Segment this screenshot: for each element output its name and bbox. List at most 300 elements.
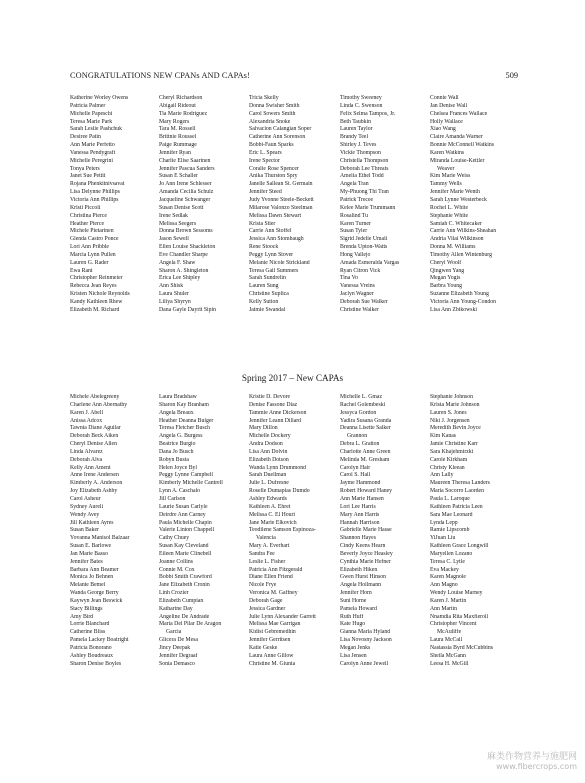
name-entry: Susan E Schaller <box>159 173 198 180</box>
name-entry: Melissa Seegers <box>159 220 197 227</box>
name-entry: Rachel Golembeski <box>340 401 386 408</box>
name-entry: Cathy Chuey <box>159 535 190 542</box>
name-entry: Sonia Demasco <box>159 660 195 667</box>
name-entry: Jennifer Bates <box>70 558 103 565</box>
name-entry: Jennifer Marie Wenth <box>430 189 480 196</box>
name-entry: Qingwen Yang <box>430 267 465 274</box>
name-entry: Ann Lally <box>430 472 454 479</box>
name-entry: Megan Jenks <box>340 645 371 651</box>
name-entry: Ryan Citron Vick <box>340 267 381 274</box>
name-entry: Carole Kirkham <box>430 456 468 463</box>
name-entry: Yadira Susana Granda <box>340 417 392 424</box>
name-entry: Felix Selma Tampos, Jr. <box>340 110 396 117</box>
name-entry: Deanna Lisette Salker <box>340 425 391 432</box>
name-entry: Wendy Louise Marney <box>430 590 483 597</box>
name-entry: Grannon <box>347 433 368 440</box>
name-entry: Sarah Duellman <box>249 472 287 479</box>
name-entry: Jan Marie Basso <box>70 550 109 557</box>
name-entry: Jayme Hammond <box>340 480 381 487</box>
name-entry: Christine Suplica <box>249 291 289 298</box>
name-entry: Susan Baker <box>70 527 99 534</box>
name-entry: Kathleen A. Ehret <box>249 503 291 510</box>
name-entry: Barbra Young <box>430 283 462 290</box>
name-entry: Lisa Ann Zbikowski <box>430 306 477 313</box>
name-entry: Victoria Ann Young-Condon <box>430 298 496 305</box>
name-entry: Teresa Fletcher Busch <box>159 425 211 432</box>
name-column <box>70 394 159 669</box>
watermark-text: 麻类作物营养与施肥网 <box>486 752 577 762</box>
name-entry: Judy Yvonne Steele-Beckett <box>249 196 314 203</box>
name-entry: Carol S. Hall <box>340 472 371 479</box>
name-entry: Jaimie Swandal <box>249 306 286 313</box>
name-entry: Charlotte Anne Green <box>340 448 391 455</box>
name-entry: Elizabeth M. Richard <box>70 306 120 313</box>
name-entry: Nicole Frye <box>249 582 277 589</box>
name-entry: Melissa Dawn Stewart <box>249 212 302 219</box>
name-entry: Jennifer Degraaf <box>159 652 198 659</box>
name-entry: Kelly Ann Ament <box>70 464 111 471</box>
name-entry: Mary Dillon <box>249 425 278 432</box>
name-entry: Patricia Ann Fitzgerald <box>249 566 303 573</box>
name-entry: Deborah Sue Walker <box>340 298 388 305</box>
name-entry: Teresa C. Lytle <box>430 558 465 565</box>
name-entry: Veronica M. Gaffney <box>249 590 298 597</box>
name-column <box>159 394 249 669</box>
name-entry: Brandy Teel <box>340 134 369 141</box>
name-entry: Coralie Rose Spencer <box>249 165 299 172</box>
name-entry: Julie L. Dufresne <box>249 480 289 487</box>
name-entry: Jessica Ann Stombaugh <box>249 236 304 243</box>
name-entry: Shannon Hayes <box>340 535 376 542</box>
name-column <box>430 394 528 669</box>
name-entry: Jessica Gardner <box>249 605 286 612</box>
name-entry: Krista Marie Johnson <box>430 401 480 408</box>
name-entry: Sara Mae Leonard <box>430 511 473 518</box>
name-entry: Donna Swisher Smith <box>249 102 300 109</box>
name-entry: Irene Spector <box>249 157 280 164</box>
name-entry: Ashley Edwards <box>249 495 287 502</box>
name-entry: Charlie Elise Saarinen <box>159 157 211 164</box>
name-entry: Jason Sewell <box>159 236 189 243</box>
name-entry: Wanda Lynn Drummond <box>249 464 307 471</box>
name-entry: Lori Ann Pribble <box>70 244 109 251</box>
name-entry: Elizabeth Hiken <box>340 566 378 573</box>
name-entry: Roselle Dumapias Dumdo <box>249 488 310 495</box>
watermark <box>487 752 577 772</box>
name-entry: Sarah Leslie Pashchuk <box>70 126 123 133</box>
name-entry: Lauren Taylor <box>340 126 373 133</box>
name-entry: Niki J. Jorgensen <box>430 417 470 424</box>
name-entry: Kristen Nichole Reynolds <box>70 291 130 298</box>
name-entry: Vickie Thompson <box>340 149 381 156</box>
name-entry: Laurie Susan Carlyle <box>159 503 208 510</box>
name-entry: Kandy Kathleen Rhew <box>70 298 123 305</box>
name-entry: Leesa H. McGill <box>430 660 469 667</box>
name-entry: Carolyn Anne Jewell <box>340 660 389 667</box>
name-entry: Tia Marie Rodriguez <box>159 110 208 117</box>
name-entry: Erica Lee Shipley <box>159 275 201 282</box>
name-entry: Ashley Boudreaux <box>70 652 113 659</box>
name-entry: Rosalind Tu <box>340 212 368 219</box>
name-entry: Barbara Ann Beamer <box>70 566 119 573</box>
name-entry: Teresa Marie Park <box>70 118 113 125</box>
page-number: 509 <box>505 71 518 80</box>
name-entry: Gabrielle Marie Hasse <box>340 527 392 534</box>
name-column <box>159 95 249 315</box>
name-entry: Lisa Ann Dolvin <box>249 448 288 455</box>
name-entry: Susan E. Barlowe <box>70 543 112 550</box>
name-entry: Mary Ann Harris <box>340 511 380 518</box>
name-entry: Tara M. Rossell <box>159 126 196 133</box>
name-entry: Jacqueline Schwanger <box>159 196 211 203</box>
name-entry: Diane Ellen Friend <box>249 574 293 581</box>
name-entry: Eileen Marie Clinebell <box>159 550 212 557</box>
name-entry: Peggy Lynn Stover <box>249 251 294 258</box>
name-entry: Heather Deanna Bulger <box>159 417 214 424</box>
name-entry: Christopher Vincent <box>430 621 477 628</box>
name-entry: Kathleen Patricia Leen <box>430 503 483 510</box>
name-entry: Deborah Lee Threats <box>340 165 389 172</box>
name-entry: Patricia Bonorano <box>70 645 112 651</box>
name-entry: My-Phuong Thi Tran <box>340 189 389 196</box>
name-entry: Amanda Cecilia Schulz <box>159 189 214 196</box>
name-entry: Deborah Beck Aiken <box>70 433 119 440</box>
name-entry: Cheryl Richardson <box>159 95 203 101</box>
name-entry: Meredith Bevin Joyce <box>430 425 481 432</box>
name-entry: Ann Shisk <box>159 283 184 290</box>
name-entry: Timothy Allen Wintenburg <box>430 251 492 258</box>
name-entry: Timothy Sweeney <box>340 95 382 101</box>
name-entry: Tina Vo <box>340 275 358 282</box>
name-entry: Tawnia Diane Aguilar <box>70 425 121 432</box>
name-entry: Jane Marie Elkovich <box>249 519 297 526</box>
name-column <box>340 394 430 669</box>
name-entry: Jaclyn Wagner <box>340 291 374 298</box>
name-entry: Angela Tran <box>340 181 369 188</box>
name-entry: Sigrid Jedelie Umali <box>340 236 388 243</box>
name-entry: Nnamdia Rita Maxfieroll <box>430 613 489 620</box>
name-entry: Samiah C. Whitecaker <box>430 220 482 227</box>
name-entry: Sheila McGann <box>430 652 466 659</box>
name-entry: Ann Marie Perfetto <box>70 142 115 149</box>
name-entry: Lori Lee Harris <box>340 503 376 510</box>
name-entry: Brittnie Roussel <box>159 134 197 141</box>
name-entry: Claire Amanda Warner <box>430 134 483 141</box>
name-entry: Janet Sue Pettit <box>70 173 106 180</box>
name-column <box>70 95 159 315</box>
name-entry: Jamie Christine Karr <box>430 441 478 448</box>
name-entry: Amy Bird <box>70 613 94 620</box>
name-entry: Jo Ann Irene Schlesser <box>159 181 212 188</box>
name-entry: Suni Horne <box>340 597 367 604</box>
name-entry: Yovanna Manisol Balzaar <box>70 535 130 542</box>
name-entry: Jane Elizabeth Cronin <box>159 582 210 589</box>
name-entry: Kathleen Grace Longwill <box>430 543 489 550</box>
name-entry: Michelle Papeschi <box>70 110 113 117</box>
name-entry: Donna Brown Sessoms <box>159 228 213 235</box>
name-entry: Deborah Gage <box>249 597 283 604</box>
watermark-url: www.fibercrops.com <box>496 762 577 771</box>
name-entry: Kimberly A. Anderson <box>70 480 123 487</box>
name-entry: Bobbi-Faun Sparks <box>249 142 294 149</box>
name-entry: Victoria Ann Phillips <box>70 196 119 203</box>
name-entry: Jennifer Horn <box>340 590 372 597</box>
name-entry: Desiree Patin <box>70 134 101 141</box>
name-entry: Lauren G. Rader <box>70 259 109 266</box>
name-entry: Shirley J. Teves <box>340 142 377 149</box>
name-entry: Donna M. Williams <box>430 244 476 251</box>
name-entry: Kaywyn Jean Beswick <box>70 597 123 604</box>
name-entry: Irene Sedlak <box>159 212 188 219</box>
name-entry: Mary A. Everhart <box>249 543 290 550</box>
name-entry: Beth Taubkin <box>340 118 371 125</box>
name-entry: Andra Dodson <box>249 441 283 448</box>
name-entry: YiJuan Liu <box>430 535 456 542</box>
name-entry: Vanessa Pendygraft <box>70 149 116 156</box>
name-entry: Glicera De Mesa <box>159 637 198 644</box>
name-entry: Andria Vilai Wilkinson <box>430 236 484 243</box>
name-entry: Lisa Jensen <box>340 652 367 659</box>
name-entry: Ruth Huff <box>340 613 364 620</box>
name-entry: Stephanie Johnson <box>430 394 473 400</box>
name-entry: Wanda George Berry <box>70 590 119 597</box>
name-entry: Teresa Gail Summers <box>249 267 299 274</box>
name-entry: Jill Carlson <box>159 495 186 502</box>
name-entry: Lynda Lepp <box>430 519 458 526</box>
name-entry: Rene Stoock <box>249 244 279 251</box>
section-title-spring-2017: Spring 2017 – New CAPAs <box>241 373 344 383</box>
name-entry: Gwen Hurst Hinson <box>340 574 386 581</box>
name-entry: Eric L. Spears <box>249 149 282 156</box>
name-entry: Sandra Fee <box>249 550 275 557</box>
name-entry: Rochel L. White <box>430 204 469 211</box>
name-entry: Kim Marie Weiss <box>430 173 471 180</box>
name-entry: Michele Pietarinen <box>70 228 114 235</box>
name-entry: Robert Howard Haney <box>340 488 393 495</box>
name-entry: Suzanne Elizabeth Young <box>430 291 489 298</box>
name-entry: Valerie Linton Chappell <box>159 527 215 534</box>
name-entry: Weaver <box>437 165 455 172</box>
name-entry: Brenda Upton-Watts <box>340 244 388 251</box>
name-entry: Janelle Sallean St. Germain <box>249 181 313 188</box>
name-entry: Sydney Aureli <box>70 503 104 510</box>
name-entry: Denise Fassone Diaz <box>249 401 298 408</box>
name-entry: Angela Hollmann <box>340 582 382 589</box>
name-entry: Sharon Kay Branham <box>159 401 209 408</box>
name-entry: Lisa Delynne Phillips <box>70 189 120 196</box>
name-entry: Paula Michelle Chapin <box>159 519 212 526</box>
name-entry: Rebecca Jean Reyes <box>70 283 117 290</box>
name-entry: Susan Kay Cleveland <box>159 543 209 550</box>
name-entry: Nastassia Byrd McCubbins <box>430 645 493 651</box>
name-entry: Karen Turner <box>340 220 371 227</box>
name-entry: Melissa Mae Garrigan <box>249 621 301 628</box>
name-entry: Jessyca Gordon <box>340 409 377 416</box>
name-entry: Megan Yogis <box>430 275 461 282</box>
name-entry: Katie Geske <box>249 645 278 651</box>
name-entry: Paige Rummage <box>159 142 197 149</box>
name-entry: Ramie Lipscomb <box>430 527 470 534</box>
name-entry: Sarah Lynne Westerbeck <box>430 196 487 203</box>
name-entry: Bonnie McConnell Watkins <box>430 142 494 149</box>
name-entry: Jennifer Pascua Sanders <box>159 165 215 172</box>
name-entry: Carrie Ann Wilkins-Sheahan <box>430 228 497 235</box>
name-entry: Eve Chandler Sharpe <box>159 251 208 258</box>
name-entry: Laura Shuler <box>159 291 189 298</box>
name-entry: Sharon Denise Boyles <box>70 660 122 667</box>
spring-2017-capa-name-list <box>70 394 528 669</box>
name-entry: Wendy Avey <box>70 511 100 518</box>
name-entry: Kelly Sutton <box>249 298 279 305</box>
name-entry: Jennifer Ryan <box>159 149 191 156</box>
name-entry: Paula L. Laroque <box>430 495 470 502</box>
name-entry: Anika Thurston Spry <box>249 173 298 180</box>
name-entry: Liliya Shyryn <box>159 298 191 305</box>
name-entry: Carol Asheur <box>70 495 101 502</box>
name-entry: Melanie Nicole Strickland <box>249 259 310 266</box>
name-entry: Teodilene Samson Espinoza- <box>249 527 316 534</box>
name-entry: Lauren S. Jones <box>430 409 467 416</box>
name-entry: Susan Tyler <box>340 228 368 235</box>
name-entry: Maureen Theresa Landers <box>430 480 490 487</box>
name-entry: Abigail Rideout <box>159 102 196 109</box>
name-entry: Beatrice Burgio <box>159 441 196 448</box>
name-entry: Garcia <box>166 629 182 636</box>
name-entry: Debra L. Gratton <box>340 441 380 448</box>
name-entry: Maria Del Pilar De Aragon <box>159 621 222 628</box>
name-entry: Leslie L. Fisher <box>249 558 286 565</box>
name-entry: Michelle Dockery <box>249 433 291 440</box>
name-entry: Mary Rogers <box>159 118 190 125</box>
name-entry: Christina Pierce <box>70 212 107 219</box>
name-entry: Bobbi Smith Crawford <box>159 574 212 581</box>
name-entry: Susan Denise Scott <box>159 204 204 211</box>
name-entry: Anne Irene Andersen <box>70 472 119 479</box>
name-entry: Dana Gayle Dayrit Sipin <box>159 306 217 313</box>
name-entry: Christella Thompson <box>340 157 389 164</box>
name-entry: Xiao Wang <box>430 126 456 133</box>
name-entry: Amelia Ethel Todd <box>340 173 384 180</box>
page-header <box>70 71 518 83</box>
name-entry: Michelle Peregrini <box>70 157 113 164</box>
name-entry: Robyn Busta <box>159 456 189 463</box>
name-entry: Karen Watkins <box>430 149 465 156</box>
name-entry: Elizabeth Dotson <box>249 456 289 463</box>
name-entry: Maria Socorro Laorden <box>430 488 484 495</box>
name-entry: Julie Lynn Alexander Garrett <box>249 613 316 620</box>
name-entry: Laura Anne Gillow <box>249 652 294 659</box>
name-entry: Lauren Sung <box>249 283 279 290</box>
name-entry: Kimberly Michelle Cantrell <box>159 480 223 487</box>
name-entry: Kate Hugo <box>340 621 366 628</box>
name-entry: Amada Esmeralda Vargas <box>340 259 400 266</box>
name-entry: Elizabeth Cumpian <box>159 597 204 604</box>
name-entry: Alexandria Snoke <box>249 118 291 125</box>
page-title: CONGRATULATIONS NEW CPANs AND CAPAs! <box>70 71 250 80</box>
name-column <box>430 95 528 315</box>
name-entry: Kidist Gebremedhin <box>249 629 296 636</box>
name-entry: Cynthia Marie Hefner <box>340 558 391 565</box>
name-column <box>249 394 340 669</box>
name-entry: Tammy Wells <box>430 181 462 188</box>
name-entry: Tammie Anne Dickerson <box>249 409 307 416</box>
name-entry: Krista Stier <box>249 220 276 227</box>
name-entry: Connie M. Cox <box>159 566 195 573</box>
name-entry: Jincy Deepak <box>159 645 191 651</box>
name-entry: Marcia Lynn Pullen <box>70 251 116 258</box>
name-entry: Catherine Ann Sorenson <box>249 134 306 141</box>
name-entry: Cheryl Woolf <box>430 259 462 266</box>
name-entry: Katherine Worley Owens <box>70 95 129 101</box>
name-entry: Glenda Castro Ponce <box>70 236 119 243</box>
name-entry: Kelee Marie Trummann <box>340 204 396 211</box>
name-entry: McAuliffe <box>437 629 462 636</box>
name-entry: Karen J. Abell <box>70 409 104 416</box>
name-entry: Linda Alvarez <box>70 448 103 455</box>
name-entry: Milarose Valonzo Steelman <box>249 204 313 211</box>
name-entry: Angela F. Shaw <box>159 259 196 266</box>
name-entry: Gianna Maria Hyland <box>340 629 391 636</box>
name-entry: Christine Walker <box>340 306 379 313</box>
name-entry: Holly Wallace <box>430 118 463 125</box>
name-entry: Carrie Ann Stoffel <box>249 228 292 235</box>
name-entry: Christine M. Giunta <box>249 660 296 667</box>
name-entry: Angela G. Burgess <box>159 433 203 440</box>
name-entry: Angela Breaux <box>159 409 194 416</box>
name-entry: Karen J. Martin <box>430 597 467 604</box>
name-entry: Laura Bradshaw <box>159 394 197 400</box>
name-entry: Jennifer Leann Dillard <box>249 417 302 424</box>
name-entry: Joy Elizabeth Ashby <box>70 488 118 495</box>
name-entry: Cheryl Denise Allen <box>70 441 117 448</box>
name-entry: Kim Kanas <box>430 433 457 440</box>
name-entry: Patrick Trecee <box>340 196 374 203</box>
name-entry: Sarah Sundrelin <box>249 275 286 282</box>
name-column <box>340 95 430 315</box>
name-entry: Michele Abelegreeny <box>70 394 120 400</box>
name-entry: Melanie Bemel <box>70 582 106 589</box>
name-entry: Connie Wall <box>430 95 459 101</box>
name-entry: Lynn A. Caschalo <box>159 488 201 495</box>
name-entry: Carol Sowers Smith <box>249 110 296 117</box>
name-entry: Tricia Skelly <box>249 95 279 101</box>
name-entry: Laura McCall <box>430 637 463 644</box>
name-entry: Helen Joyce Byl <box>159 464 198 471</box>
name-entry: Ann Martin <box>430 605 457 612</box>
name-entry: Maryellen Lozano <box>430 550 473 557</box>
name-entry: Ann Marie Hansen <box>340 495 384 502</box>
name-entry: Hong Vallejo <box>340 251 371 258</box>
name-entry: Christopher Reinmeier <box>70 275 123 282</box>
name-entry: Heather Pierce <box>70 220 105 227</box>
name-entry: Peggy Lynne Campbell <box>159 472 213 479</box>
name-entry: Kristie D. Devore <box>249 394 291 400</box>
name-entry: Melinda M. Gresham <box>340 456 390 463</box>
name-entry: Deborah Alva <box>70 456 103 463</box>
name-entry: Catherine Bliss <box>70 629 106 636</box>
name-entry: Jennifer Steed <box>249 189 282 196</box>
name-entry: Stephanie White <box>430 212 469 219</box>
name-entry: Valencia <box>256 535 276 542</box>
name-entry: Jan Denise Wall <box>430 102 468 109</box>
name-entry: Cindy Keens Hearn <box>340 543 386 550</box>
name-entry: Linh Crozier <box>159 590 189 597</box>
name-entry: Pamela Lackey Boatright <box>70 637 129 644</box>
name-entry: Ann Magno <box>430 582 458 589</box>
name-entry: Jill Kathleen Ayres <box>70 519 114 526</box>
name-entry: Christy Kleean <box>430 464 465 471</box>
name-entry: Carolyn Hair <box>340 464 371 471</box>
